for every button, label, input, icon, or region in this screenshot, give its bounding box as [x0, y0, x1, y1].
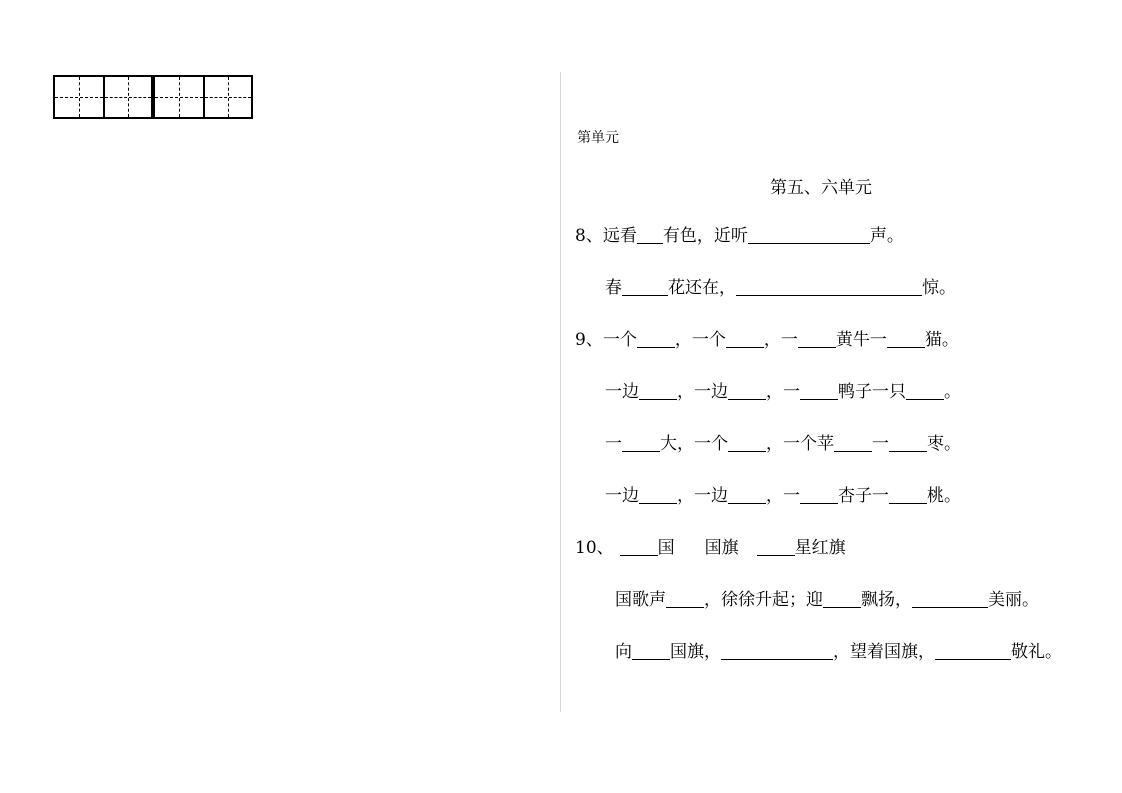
text: ，一	[766, 382, 800, 402]
text: ，一	[763, 330, 798, 350]
blank[interactable]	[666, 591, 704, 608]
text: 飘扬，	[861, 590, 912, 610]
text: ，一个苹	[766, 434, 834, 454]
unit-label: 第单元	[577, 130, 619, 146]
blank[interactable]	[639, 383, 677, 400]
text: 星红旗	[794, 538, 846, 558]
text: 国歌声	[615, 590, 666, 610]
blank[interactable]	[800, 383, 838, 400]
text: 花还在，	[668, 278, 736, 298]
text: ，一边	[677, 382, 728, 402]
text: ，望着国旗，	[833, 642, 935, 662]
writing-box-group-2	[153, 75, 253, 119]
blank[interactable]	[637, 227, 663, 244]
blank[interactable]	[889, 487, 927, 504]
blank[interactable]	[620, 539, 658, 556]
q8-line-1	[575, 225, 904, 247]
text: 鸭子一只	[838, 382, 906, 402]
q9-line-4	[605, 485, 961, 507]
blank[interactable]	[622, 435, 660, 452]
text: 春	[605, 278, 622, 298]
text: 惊。	[922, 278, 956, 298]
blank[interactable]	[798, 331, 836, 348]
blank[interactable]	[622, 279, 668, 296]
blank[interactable]	[834, 435, 872, 452]
q9-line-2	[605, 381, 961, 403]
text: 声。	[869, 226, 904, 246]
blank[interactable]	[906, 383, 944, 400]
writing-boxes	[53, 75, 253, 119]
writing-cell	[55, 77, 103, 117]
q10-line-1	[575, 537, 846, 559]
text: 美丽。	[988, 590, 1039, 610]
text: 桃。	[927, 486, 961, 506]
text: 杏子一	[838, 486, 889, 506]
writing-cell	[155, 77, 203, 117]
text: 一	[605, 434, 622, 454]
blank[interactable]	[887, 331, 925, 348]
text: 敬礼。	[1011, 642, 1062, 662]
q9-line-1	[575, 329, 959, 351]
blank[interactable]	[728, 487, 766, 504]
text: ，一个	[674, 330, 726, 350]
text: 。	[944, 382, 961, 402]
page-divider	[560, 72, 561, 712]
question-number: 9、	[575, 330, 603, 350]
blank[interactable]	[726, 331, 764, 348]
text: 大，一个	[660, 434, 728, 454]
text: 猫。	[924, 330, 959, 350]
q10-line-3	[615, 641, 1062, 663]
blank[interactable]	[912, 591, 988, 608]
text: 黄牛一	[835, 330, 887, 350]
q8-line-2	[605, 277, 956, 299]
blank[interactable]	[736, 279, 922, 296]
blank[interactable]	[800, 487, 838, 504]
text: 一个	[602, 330, 637, 350]
blank[interactable]	[728, 383, 766, 400]
text: 一	[872, 434, 889, 454]
writing-cell	[203, 77, 251, 117]
text: 有色，近听	[662, 226, 748, 246]
blank[interactable]	[889, 435, 927, 452]
text: ，一	[766, 486, 800, 506]
text: 国旗	[704, 538, 739, 558]
question-number: 10、	[575, 538, 614, 558]
blank[interactable]	[721, 643, 833, 660]
q9-line-3	[605, 433, 961, 455]
writing-cell	[103, 77, 151, 117]
writing-box-group-1	[53, 75, 153, 119]
blank[interactable]	[728, 435, 766, 452]
blank[interactable]	[632, 643, 670, 660]
text: ，一边	[677, 486, 728, 506]
text: 国旗，	[670, 642, 721, 662]
text: 国	[657, 538, 675, 558]
text: ，徐徐升起；迎	[704, 590, 823, 610]
blank[interactable]	[748, 227, 870, 244]
blank[interactable]	[757, 539, 795, 556]
blank[interactable]	[637, 331, 675, 348]
blank[interactable]	[639, 487, 677, 504]
text: 一边	[605, 486, 639, 506]
text: 枣。	[927, 434, 961, 454]
text: 一边	[605, 382, 639, 402]
section-title: 第五、六单元	[770, 178, 872, 198]
text: 向	[615, 642, 632, 662]
q10-line-2	[615, 589, 1039, 611]
blank[interactable]	[823, 591, 861, 608]
text: 远看	[602, 226, 637, 246]
blank[interactable]	[935, 643, 1011, 660]
question-number: 8、	[575, 226, 603, 246]
